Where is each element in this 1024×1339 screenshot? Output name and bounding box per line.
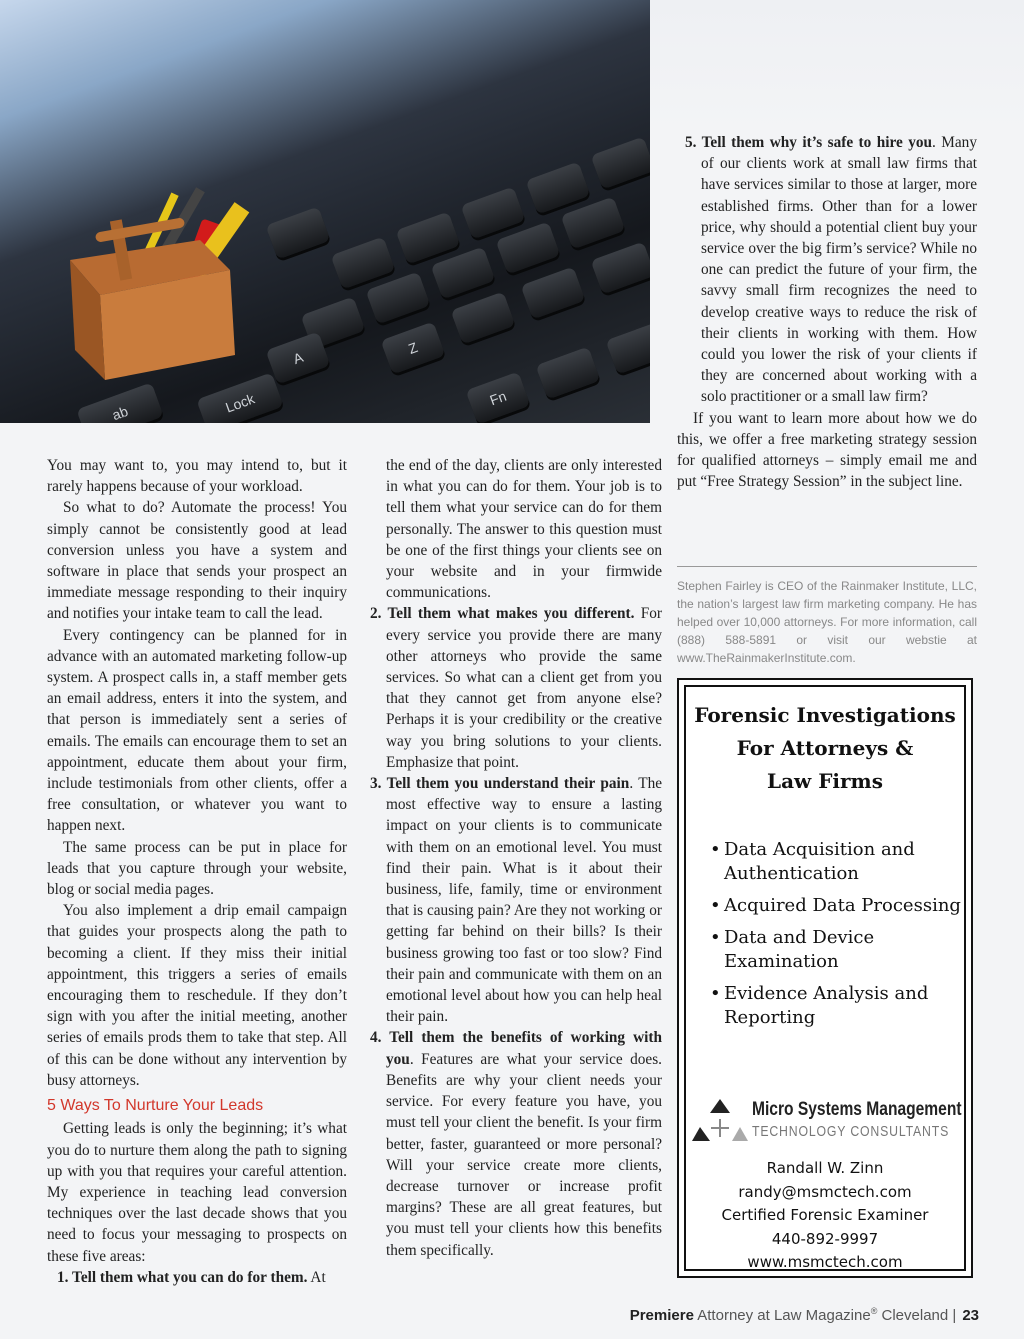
toolbox-icon xyxy=(60,180,260,380)
footer-city: Cleveland xyxy=(877,1307,949,1324)
contact-block xyxy=(686,1157,964,1275)
paragraph: The same process can be put in place for leads that you capture through your website, blog or social media pages. xyxy=(47,838,347,899)
hero-photo xyxy=(0,0,650,423)
list-item xyxy=(47,1267,347,1288)
list-item-text: At xyxy=(307,1268,326,1286)
service-list xyxy=(686,838,964,1030)
author-bio: Stephen Fairley is CEO of the Rainmaker Institute, LLC, the nation’s largest law firm marketing company. He has helped over 10,000 attorneys. For more information, call (888) 588-5891 or visit our webstie at www.TheRainmakerInstitute.com. xyxy=(677,566,977,667)
key-z: Z xyxy=(381,322,446,375)
logo-mark-icon xyxy=(692,1097,748,1145)
service-item: • Acquired Data Processing xyxy=(710,894,964,918)
logo-name: Micro Systems Management xyxy=(752,1099,962,1120)
ad-title xyxy=(686,699,964,798)
service-item: • Data Acquisition and Authentication xyxy=(710,838,964,886)
list-item xyxy=(370,1027,662,1260)
key-tab: ab xyxy=(76,382,163,423)
article-column-3 xyxy=(677,132,977,492)
paragraph: If you want to learn more about how we do this, we offer a free marketing strategy session for qualified attorneys – simply email me and put “Free Strategy Session” in the subject line. xyxy=(677,409,977,491)
contact-title: Certified Forensic Examiner xyxy=(721,1206,929,1224)
footer-brand: Premiere xyxy=(629,1307,694,1324)
list-item-title: 4. Tell them the benefits of working with you xyxy=(370,1029,662,1068)
list-item-title: 3. Tell them you understand their pain xyxy=(370,775,630,793)
list-item xyxy=(677,132,977,408)
list-item xyxy=(370,773,662,1027)
paragraph: Getting leads is only the beginning; it’s what you do to nurture them along the path to signing up with you that requires your careful attention. My experience in teaching lead conversion techniques over the last decade shows that you need to focus your messaging to prospects on these five areas: xyxy=(47,1120,347,1265)
contact-email[interactable]: randy@msmctech.com xyxy=(738,1182,912,1201)
ad-title-line: Forensic Investigations xyxy=(694,703,956,727)
page-footer xyxy=(630,1306,979,1324)
service-item: • Data and Device Examination xyxy=(710,926,964,974)
ad-title-line: For Attorneys & xyxy=(736,736,914,760)
list-item-text: For every service you provide there are many other attorneys who provide the same services. So what can a client get from you that they cannot get from anyone else? Perhaps it is your credibility or the creative way you bring solutions to your clients. Emphasize that point. xyxy=(386,605,662,771)
logo-tagline: TECHNOLOGY CONSULTANTS xyxy=(752,1123,950,1140)
contact-website[interactable]: www.msmctech.com xyxy=(747,1253,903,1271)
footer-separator: | xyxy=(952,1307,957,1324)
footer-magazine: Attorney at Law Magazine xyxy=(693,1307,871,1324)
key-a: A xyxy=(266,332,331,385)
page-number: 23 xyxy=(962,1307,979,1324)
article-column-2 xyxy=(370,455,662,1261)
key-lock: Lock xyxy=(196,372,283,423)
section-heading: 5 Ways To Nurture Your Leads xyxy=(47,1097,264,1115)
paragraph: You may want to, you may intend to, but it rarely happens because of your workload. xyxy=(47,457,347,496)
company-logo xyxy=(692,1095,968,1143)
ad-title-line: Law Firms xyxy=(767,769,883,793)
paragraph: the end of the day, clients are only interested in what you can do for them. Your job is to tell them what your service can do for them personally. The answer to this question must be one of the first things your clients see on your website and in your firmwide communications. xyxy=(386,457,662,602)
list-item-title: 5. Tell them why it’s safe to hire you xyxy=(685,134,933,151)
service-item: • Evidence Analysis and Reporting xyxy=(710,982,964,1030)
list-item-text: . Features are what your service does. Benefits are why your client needs your service. For every feature you have, you must tell your client the benefit. Is your firm better, faster, guaranteed or more personal? Will your service create more clients, decrease turnover or increase profit margins? These are all great features, but you must tell your clients how this benefits them specifically. xyxy=(386,1050,662,1259)
key-fn: Fn xyxy=(466,372,531,423)
article-column-1 xyxy=(47,455,347,1288)
list-item xyxy=(370,603,662,773)
advertisement xyxy=(677,678,973,1278)
paragraph: You also implement a drip email campaign that guides your prospects along the path to becoming a client. If they miss their initial appointment, this triggers a series of emails encouraging them to reschedule. If they don’t sign with you after the initial meeting, another series of emails prods them to take that step. All of this can be done without any intervention by busy attorneys. xyxy=(47,902,347,1089)
paragraph: So what to do? Automate the process! You simply cannot be consistently good at lead conversion unless you have a system and software in place that sends your prospect an immediate message responding to their inquiry and notifies your intake team to call the lead. xyxy=(47,499,347,623)
list-item-title: 2. Tell them what makes you different. xyxy=(370,605,635,623)
registered-mark: ® xyxy=(870,1306,878,1316)
contact-name: Randall W. Zinn xyxy=(766,1159,884,1177)
paragraph: Every contingency can be planned for in advance with an automated marketing follow-up system. A prospect calls in, a staff member gets an email address, enters it into the system, and that person is immediately sent a series of emails. The emails can encourage them to set an appointment, educate them about your firm, include testimonials from other clients, offer a free consultation, or whatever you want to happen next. xyxy=(47,626,347,835)
background-texture xyxy=(650,0,1024,130)
contact-phone: 440-892-9997 xyxy=(771,1229,879,1248)
list-item-title: 1. Tell them what you can do for them. xyxy=(57,1268,308,1286)
list-item-text: . The most effective way to ensure a lasting impact on your clients is to communicate with them on an emotional level. You must find their pain. What is it about their business, life, family, time or environment that is causing pain? Are they not working or getting far behind on their bills? Is their business growing too fast or too slow? Find their pain and communicate with them on an emotional level about how you can help heal their pain. xyxy=(386,775,663,1026)
list-item-text: . Many of our clients work at small law firms that have services similar to those at larger, more established firms. Other than for a lower price, why should a potential client buy your service over the big firm’s service? While no one can predict the future of your firm, the savvy small firm recognizes the need to develop creative ways to reduce the risk of their clients in working with them. How could you lower the risk of your clients if they are concerned about working with a solo practitioner or a small law firm? xyxy=(701,134,977,406)
ad-inner-border xyxy=(684,685,966,1271)
